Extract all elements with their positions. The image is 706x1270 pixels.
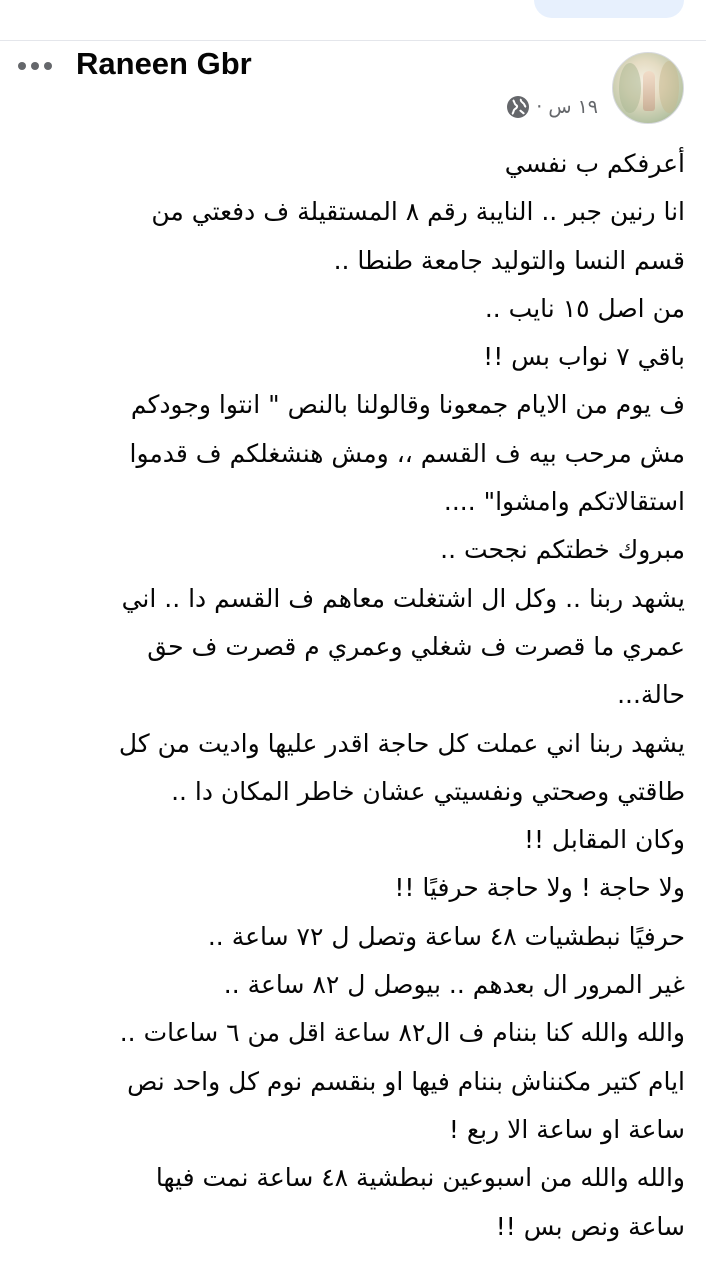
- post-text-line: يشهد ربنا .. وكل ال اشتغلت معاهم ف القسم دا .. اني: [121, 583, 685, 613]
- post-text-line: ساعة او ساعة الا ربع !: [448, 1114, 685, 1144]
- post-text-line: انا رنين جبر .. النايبة رقم ٨ المستقيلة ف دفعتي من: [151, 197, 685, 227]
- post-text-line: طاقتي وصحتي ونفسيتي عشان خاطر المكان دا ..: [171, 776, 685, 806]
- post-text-line: حالة...: [617, 680, 685, 710]
- post-text-line: والله والله من اسبوعين نبطشية ٤٨ ساعة نمت فيها: [155, 1163, 685, 1193]
- meta-separator: ·: [536, 96, 543, 118]
- post-text-line: عمري ما قصرت ف شغلي وعمري م قصرت ف حق: [147, 631, 685, 661]
- post-text-line: والله والله كنا بننام ف ال٨٢ ساعة اقل من ٦ ساعات ..: [119, 1018, 685, 1048]
- post-text-line: مبروك خطتكم نجحت ..: [440, 535, 685, 565]
- post-text-line: وكان المقابل !!: [523, 825, 685, 855]
- previous-post-action-button[interactable]: [534, 0, 684, 18]
- more-options-icon[interactable]: [18, 58, 58, 74]
- post-text-line: ايام كتير مكنناش بننام فيها او بنقسم نوم كل واحد نص: [127, 1066, 685, 1096]
- post-text-line: ساعة ونص بس !!: [495, 1211, 685, 1241]
- author-name[interactable]: Raneen Gbr: [76, 46, 252, 81]
- previous-post-footer: [0, 0, 706, 41]
- post-timestamp[interactable]: ١٩ س: [548, 96, 598, 118]
- post-text: [30, 140, 685, 1251]
- post-text-line: من اصل ١٥ نايب ..: [484, 293, 685, 323]
- post-text-line: قسم النسا والتوليد جامعة طنطا ..: [333, 245, 685, 275]
- post-text-line: أعرفكم ب نفسي: [504, 149, 685, 178]
- post-text-line: ف يوم من الايام جمعونا وقالولنا بالنص " انتوا وجودكم: [130, 390, 685, 420]
- post-text-line: ولا حاجة ! ولا حاجة حرفيًا !!: [394, 873, 685, 903]
- post-header: [0, 44, 706, 132]
- post-text-line: استقالاتكم وامشوا" ....: [443, 487, 685, 517]
- post-text-line: غير المرور ال بعدهم .. بيوصل ل ٨٢ ساعة ..: [223, 970, 685, 1000]
- avatar[interactable]: [612, 52, 684, 124]
- post-text-line: حرفيًا نبطشيات ٤٨ ساعة وتصل ل ٧٢ ساعة ..: [207, 921, 685, 951]
- globe-icon: [506, 95, 530, 119]
- post-meta: [506, 92, 598, 122]
- post-text-line: يشهد ربنا اني عملت كل حاجة اقدر عليها واديت من كل: [118, 728, 685, 758]
- post-text-line: باقي ٧ نواب بس !!: [483, 342, 685, 372]
- post-text-line: مش مرحب بيه ف القسم ،، ومش هنشغلكم ف قدموا: [129, 438, 685, 468]
